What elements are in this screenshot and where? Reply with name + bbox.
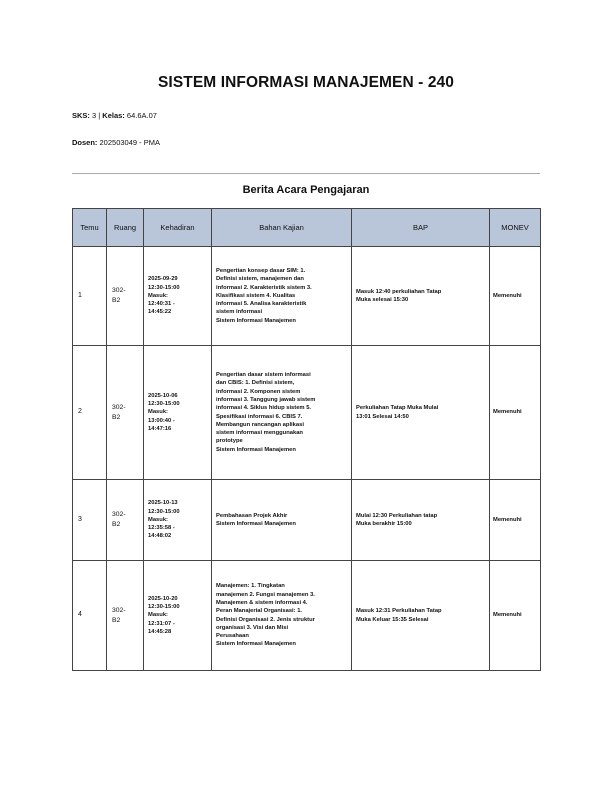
dosen-label: Dosen: (72, 138, 98, 147)
teaching-report-table (72, 208, 541, 671)
cell-kehadiran-line: Masuk: (148, 516, 168, 523)
cell-bap-line: Perkuliahan Tatap Muka Mulai (356, 405, 439, 412)
cell-monev: Memenuhi (490, 247, 541, 346)
cell-bahan-kajian-line: informasi 2. Karakteristik sistem 3. (216, 284, 312, 291)
cell-kehadiran-line: 14:48:02 (148, 533, 172, 540)
cell-kehadiran (144, 561, 212, 671)
column-header-temu: Temu (73, 209, 107, 247)
cell-bahan-kajian-line: Klasifikasi sistem 4. Kualitas (216, 292, 296, 299)
cell-temu: 1 (73, 247, 107, 346)
cell-bahan-kajian-line: informasi 5. Analisa karakteristik (216, 301, 307, 308)
table-row (73, 247, 541, 346)
course-title: SISTEM INFORMASI MANAJEMEN - 240 (157, 74, 454, 91)
cell-kehadiran-line: Masuk: (148, 292, 168, 299)
cell-bahan-kajian-line: informasi 4. Siklus hidup sistem 5. (216, 405, 312, 412)
cell-monev: Memenuhi (490, 561, 541, 671)
kelas-value: 64.6A.07 (124, 111, 157, 120)
cell-bahan-kajian-line: Manajemen & sistem informasi 4. (216, 599, 308, 606)
cell-kehadiran-line: 2025-10-20 (148, 595, 178, 602)
report-subtitle: Berita Acara Pengajaran (242, 184, 370, 196)
cell-bahan-kajian-line: Pengertian dasar sistem informasi (216, 372, 311, 379)
cell-bahan-kajian-line: Sistem Informasi Manajemen (216, 521, 296, 527)
cell-kehadiran (144, 346, 212, 480)
cell-kehadiran-line: 12:40:31 - (148, 301, 175, 308)
cell-bahan-kajian-line: informasi 3. Tanggung jawab sistem (216, 396, 316, 403)
cell-ruang-line: B2 (112, 413, 121, 421)
cell-kehadiran-line: 2025-10-13 (148, 500, 178, 507)
dosen-value: 202503049 - PMA (97, 138, 160, 147)
cell-bahan-kajian-line: dan CBIS: 1. Definisi sistem, (216, 380, 295, 387)
cell-kehadiran-line: 14:45:28 (148, 628, 172, 635)
cell-temu: 2 (73, 346, 107, 480)
cell-bahan-kajian-line: sistem informasi menggunakan (216, 430, 303, 437)
cell-kehadiran-line: 12:35:58 - (148, 525, 175, 532)
cell-bahan-kajian-line: Definisi Organisasi 2. Jenis struktur (216, 616, 315, 623)
cell-bahan-kajian-line: prototype (216, 438, 243, 445)
cell-kehadiran-line: 14:47:16 (148, 425, 172, 432)
cell-ruang-line: 302- (112, 403, 126, 411)
cell-ruang (107, 480, 144, 561)
cell-bap (352, 480, 490, 561)
cell-kehadiran-line: Masuk: (148, 612, 168, 619)
cell-bap-line: Masuk 12:31 Perkuliahan Tatap (356, 608, 442, 615)
table-row (73, 346, 541, 480)
cell-monev: Memenuhi (490, 480, 541, 561)
cell-kehadiran-line: 2025-10-06 (148, 392, 178, 399)
cell-bahan-kajian-line: Pembahasan Projek Akhir (216, 512, 288, 519)
cell-ruang (107, 346, 144, 480)
cell-bahan-kajian (212, 346, 352, 480)
cell-bahan-kajian-line: manajemen 2. Fungsi manajemen 3. (216, 591, 315, 598)
cell-bahan-kajian-line: sistem informasi (216, 309, 263, 316)
column-header-bap: BAP (352, 209, 490, 247)
cell-bahan-kajian-line: Peran Manajerial Organisasi: 1. (216, 608, 303, 615)
cell-ruang (107, 561, 144, 671)
cell-kehadiran-line: 13:00:40 - (148, 417, 175, 424)
column-header-kehadiran: Kehadiran (144, 209, 212, 247)
cell-kehadiran-line: 2025-09-29 (148, 276, 178, 283)
cell-bap-line: Muka Keluar 15:35 Selesai (356, 616, 429, 623)
cell-ruang-line: 302- (112, 287, 126, 294)
cell-kehadiran-line: 12:30-15:00 (148, 284, 180, 291)
sks-label: SKS: (72, 111, 90, 120)
course-credits-class (72, 111, 157, 120)
cell-bahan-kajian-line: Sistem Informasi Manajemen (216, 446, 296, 453)
course-lecturer (72, 138, 160, 147)
cell-bap-line: Mulai 12:30 Perkuliahan tatap (356, 512, 438, 519)
cell-bahan-kajian-line: Manajemen: 1. Tingkatan (216, 583, 285, 590)
cell-bap-line: 13:01 Selesai 14:50 (356, 413, 409, 420)
cell-kehadiran-line: 12:31:07 - (148, 620, 175, 627)
cell-bahan-kajian (212, 561, 352, 671)
cell-kehadiran (144, 480, 212, 561)
cell-temu: 4 (73, 561, 107, 671)
divider (72, 173, 540, 174)
cell-kehadiran (144, 247, 212, 346)
cell-bahan-kajian-line: informasi 2. Komponen sistem (216, 388, 301, 395)
cell-bahan-kajian-line: Perusahaan (216, 633, 249, 640)
cell-bahan-kajian-line: Pengertian konsep dasar SIM: 1. (216, 267, 306, 274)
cell-ruang-line: 302- (112, 511, 126, 518)
kelas-label: Kelas: (102, 111, 125, 120)
cell-bahan-kajian-line: Sistem Informasi Manajemen (216, 641, 296, 648)
column-header-ruang: Ruang (107, 209, 144, 247)
column-header-monev: MONEV (490, 209, 541, 247)
cell-temu: 3 (73, 480, 107, 561)
cell-bahan-kajian (212, 247, 352, 346)
cell-bap (352, 346, 490, 480)
cell-bap-line: Masuk 12:40 perkuliahan Tatap (356, 288, 442, 295)
table-row (73, 480, 541, 561)
cell-bahan-kajian-line: Definisi sistem, manajemen dan (216, 276, 304, 283)
cell-kehadiran-line: 12:30-15:00 (148, 508, 180, 515)
sks-value: 3 | (89, 111, 103, 120)
cell-kehadiran-line: Masuk: (148, 409, 168, 416)
cell-bahan-kajian-line: organisasi 3. Visi dan Misi (216, 624, 289, 631)
table-row (73, 561, 541, 671)
cell-bahan-kajian-line: Membangun rancangan aplikasi (216, 421, 304, 428)
cell-ruang-line: B2 (112, 521, 121, 528)
cell-kehadiran-line: 12:30-15:00 (148, 401, 180, 408)
cell-kehadiran-line: 12:30-15:00 (148, 604, 180, 611)
cell-ruang-line: B2 (112, 297, 121, 304)
cell-bahan-kajian (212, 480, 352, 561)
cell-monev: Memenuhi (490, 346, 541, 480)
column-header-bahan-kajian: Bahan Kajian (212, 209, 352, 247)
cell-kehadiran-line: 14:45:22 (148, 309, 172, 316)
cell-bahan-kajian-line: Spesifikasi informasi 6. CBIS 7. (216, 413, 303, 420)
cell-ruang-line: 302- (112, 606, 126, 614)
cell-bahan-kajian-line: Sistem Informasi Manajemen (216, 317, 296, 324)
cell-bap (352, 561, 490, 671)
table-header-row (73, 209, 541, 247)
cell-bap-line: Muka selesai 15:30 (356, 297, 409, 303)
cell-bap-line: Muka berakhir 15:00 (356, 521, 412, 527)
cell-ruang-line: B2 (112, 616, 121, 624)
cell-ruang (107, 247, 144, 346)
cell-bap (352, 247, 490, 346)
